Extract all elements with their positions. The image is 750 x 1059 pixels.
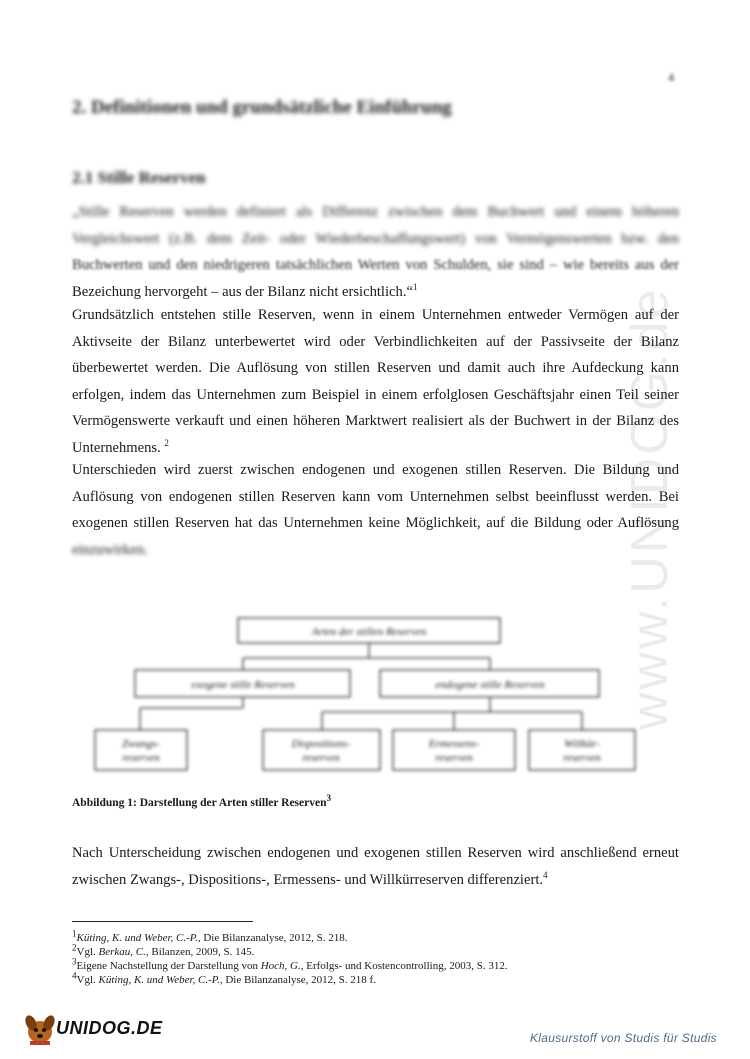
footer-slogan: Klausurstoff von Studis für Studis (530, 1031, 717, 1045)
footnote-ref[interactable]: 1 (412, 281, 418, 292)
footnote-number: 2 (72, 942, 77, 953)
diagram-node-endogenous (380, 670, 599, 697)
chapter-heading: 2. Definitionen und grundsätzliche Einführung (72, 97, 452, 118)
node-label: reserven (302, 752, 340, 764)
text-line: erfolgen, indem das Unternehmen zum Beispiel in einem erfolglosen Geschäftsjahr einen Teil seiner (72, 386, 679, 403)
watermark: www.UNIDOG.de (621, 286, 679, 730)
footnote-author: Hoch, G. (260, 960, 301, 972)
node-label: Willkür- (564, 738, 600, 750)
text-line: „Stille Reserven werden definiert als Differenz zwischen dem Buchwert und einem höheren (72, 204, 679, 220)
dog-logo-icon (22, 1008, 58, 1048)
node-label: exogene stille Reserven (191, 679, 295, 691)
footnote-ref[interactable]: 4 (543, 869, 548, 880)
diagram-node-ermessensreserven (393, 730, 515, 770)
text-line: Auflösung von endogenen stillen Reserven kann vom Unternehmen selbst beeinflusst werden. Bei (72, 488, 679, 505)
reserves-tree-diagram (0, 600, 750, 790)
text-line: Vermögenswerte verkauft und einen höheren Marktwert realisiert als der Buchwert in der Bilanz des (72, 413, 679, 429)
node-label: Arten der stillen Reserven (311, 626, 427, 638)
node-label: reserven (563, 752, 601, 764)
footnote-number: 4 (72, 970, 77, 981)
footnote-prefix: Eigene Nachstellung der Darstellung von (76, 960, 261, 972)
footnote-4 (72, 970, 376, 988)
text-line (72, 867, 679, 894)
page-number: 4 (668, 70, 674, 84)
diagram-node-exogenous (135, 670, 350, 697)
footnote-prefix: Vgl. (76, 974, 99, 986)
text-line: Aktivseite der Bilanz unterbewertet wird oder Verbindlichkeiten auf der Passivseite der Bilanz (72, 333, 679, 350)
footnote-author: Küting, K. und Weber, C.-P. (76, 932, 198, 944)
footnote-author: Berkau, C. (98, 946, 146, 958)
text-line: Nach Unterscheidung zwischen endogenen und exogenen stillen Reserven wird anschließend erneut (72, 845, 679, 861)
body-paragraph (72, 457, 679, 563)
diagram-root-node (238, 618, 500, 643)
footnote-prefix: Vgl. (76, 946, 99, 958)
footnote-number: 3 (72, 956, 77, 967)
footnote-number: 1 (72, 928, 77, 939)
footnote-ref[interactable]: 2 (164, 437, 169, 448)
figure-caption (72, 793, 331, 809)
footnote-1 (72, 928, 348, 946)
text-line: Vergleichswert (z.B. dem Zeit- oder Wiederbeschaffungswert) von Vermögenswerten bzw. den (72, 230, 679, 247)
text-line: Buchwerten und den niedrigeren tatsächlichen Werten von Schulden, sie sind – wie bereits aus der (72, 257, 679, 273)
text-line: exogenen stillen Reserven hat das Unternehmen keine Möglichkeit, auf die Bildung oder Auflösung (72, 515, 679, 531)
body-paragraph (72, 840, 679, 893)
node-label: Dispositions- (291, 738, 351, 750)
footnote-separator (72, 921, 253, 922)
text-line: einzuwirken. (72, 541, 148, 558)
text-line: Unterschieden wird zuerst zwischen endogenen und exogenen stillen Reserven. Die Bildung und (72, 462, 679, 478)
body-paragraph (72, 302, 679, 461)
node-label: Ermessens- (428, 738, 480, 750)
node-label: reserven (435, 752, 473, 764)
footnote-text: , Die Bilanzanalyse, 2012, S. 218 f. (219, 974, 376, 986)
node-label: endogene stille Reserven (435, 679, 545, 691)
text-line-content: Unternehmens. (72, 439, 161, 456)
diagram-node-dispositionsreserven (263, 730, 380, 770)
footnote-text: , Bilanzen, 2009, S. 145. (145, 946, 255, 958)
footnote-text: , Erfolgs- und Kostencontrolling, 2003, S. 312. (300, 960, 508, 972)
quote-paragraph (72, 199, 679, 305)
node-label: Zwangs- (122, 738, 160, 750)
text-line: überbewertet werden. Die Auflösung von stillen Reserven und damit auch ihre Aufdeckung kann (72, 360, 679, 376)
text-line-content: Bezeichung hervorgeht – aus der Bilanz nicht ersichtlich.“ (72, 283, 413, 300)
text-line-content: zwischen Zwangs-, Dispositions-, Ermessens- und Willkürreserven differenziert. (72, 871, 544, 888)
footnote-text: , Die Bilanzanalyse, 2012, S. 218. (197, 932, 348, 944)
logo-text: UNIDOG.DE (56, 1018, 163, 1038)
footnote-2 (72, 942, 255, 960)
diagram-node-willkuerreserven (529, 730, 635, 770)
caption-text: Abbildung 1: Darstellung der Arten stiller Reserven (72, 797, 327, 809)
text-line: Grundsätzlich entstehen stille Reserven, wenn in einem Unternehmen entweder Vermögen auf der (72, 307, 679, 323)
diagram-node-zwangsreserven (95, 730, 187, 770)
footnote-author: Küting, K. und Weber, C.-P. (98, 974, 220, 986)
footnote-3 (72, 956, 508, 974)
footnote-ref[interactable]: 3 (326, 793, 331, 804)
section-heading: 2.1 Stille Reserven (72, 168, 206, 187)
node-label: reserven (122, 752, 160, 764)
